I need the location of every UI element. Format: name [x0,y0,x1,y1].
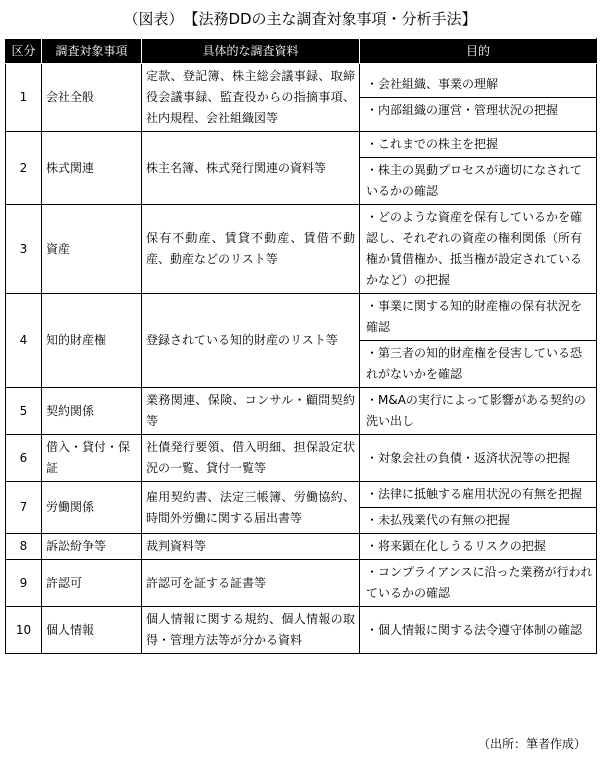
row-item: 借入・貸付・保証 [42,435,142,482]
row-number: 7 [6,482,42,534]
row-number: 2 [6,132,42,205]
table-row [6,205,597,294]
row-item: 許認可 [42,560,142,607]
header-no: 区分 [6,39,42,64]
row-purposes [360,294,597,388]
row-item: 訴訟紛争等 [42,534,142,560]
purpose-item: ・会社組織、事業の理解 [366,77,499,91]
row-purposes [360,560,597,607]
row-number: 6 [6,435,42,482]
row-materials: 雇用契約書、法定三帳簿、労働協約、時間外労働に関する届出書等 [142,482,360,534]
table-row [6,294,597,388]
row-materials: 裁判資料等 [142,534,360,560]
row-purposes [360,534,597,560]
row-number: 1 [6,64,42,132]
row-purposes [360,205,597,294]
row-number: 5 [6,388,42,435]
table-row [6,560,597,607]
table-body [6,64,597,654]
purpose-item: ・内部組織の運営・管理状況の把握 [360,97,596,123]
purpose-item: ・未払残業代の有無の把握 [360,507,596,533]
table-row [6,482,597,534]
legal-dd-table [5,38,597,654]
figure-title: （図表） 【法務DDの主な調査対象事項・分析手法】 [123,10,477,28]
row-number: 10 [6,607,42,654]
purpose-item: ・M&Aの実行によって影響がある契約の洗い出し [366,393,586,428]
row-purposes [360,607,597,654]
purpose-item: ・これまでの株主を把握 [366,137,499,151]
row-materials: 社債発行要領、借入明細、担保設定状況の一覧、貸付一覧等 [142,435,360,482]
header-purpose: 目的 [360,39,597,64]
row-number: 3 [6,205,42,294]
row-item: 資産 [42,205,142,294]
row-item: 労働関係 [42,482,142,534]
table-row [6,388,597,435]
table-row [6,607,597,654]
header-item: 調査対象事項 [42,39,142,64]
row-materials: 登録されている知的財産のリスト等 [142,294,360,388]
row-number: 9 [6,560,42,607]
purpose-item: ・コンプライアンスに沿った業務が行われているかの確認 [366,565,593,600]
row-materials: 個人情報に関する規約、個人情報の取得・管理方法等が分かる資料 [142,607,360,654]
purpose-item: ・法律に抵触する雇用状況の有無を把握 [366,487,583,501]
purpose-item: ・将来顕在化しうるリスクの把握 [366,539,546,553]
row-item: 株式関連 [42,132,142,205]
row-purposes [360,388,597,435]
row-materials: 株主名簿、株式発行関連の資料等 [142,132,360,205]
row-purposes [360,132,597,205]
header-materials: 具体的な調査資料 [142,39,360,64]
purpose-item: ・対象会社の負債・返済状況等の把握 [366,450,571,465]
row-item: 知的財産権 [42,294,142,388]
row-purposes [360,64,597,132]
table-row [6,435,597,482]
row-item: 契約関係 [42,388,142,435]
row-materials: 許認可を証する証書等 [142,560,360,607]
row-purposes [360,435,597,482]
purpose-item: ・株主の異動プロセスが適切になされているかの確認 [360,157,596,204]
table-row [6,132,597,205]
row-number: 4 [6,294,42,388]
row-purposes [360,482,597,534]
purpose-item: ・事業に関する知的財産権の保有状況を確認 [366,299,583,334]
purpose-item: ・どのような資産を保有しているかを確認し、それぞれの資産の権利関係（所有権か賃借権か、抵当権が設定されているかなど）の把握 [366,210,583,287]
source-note: （出所：筆者作成） [477,737,586,751]
row-item: 会社全般 [42,64,142,132]
table-row [6,534,597,560]
table-row [6,64,597,132]
row-number: 8 [6,534,42,560]
purpose-item: ・個人情報に関する法令遵守体制の確認 [366,622,583,637]
row-materials: 業務関連、保険、コンサル・顧問契約等 [142,388,360,435]
row-materials: 保有不動産、賃貸不動産、賃借不動産、動産などのリスト等 [142,205,360,294]
purpose-item: ・第三者の知的財産権を侵害している恐れがないかを確認 [360,340,596,387]
row-item: 個人情報 [42,607,142,654]
row-materials: 定款、登記簿、株主総会議事録、取締役会議事録、監査役からの指摘事項、社内規程、会社組織図等 [142,64,360,132]
header-row [6,39,597,64]
